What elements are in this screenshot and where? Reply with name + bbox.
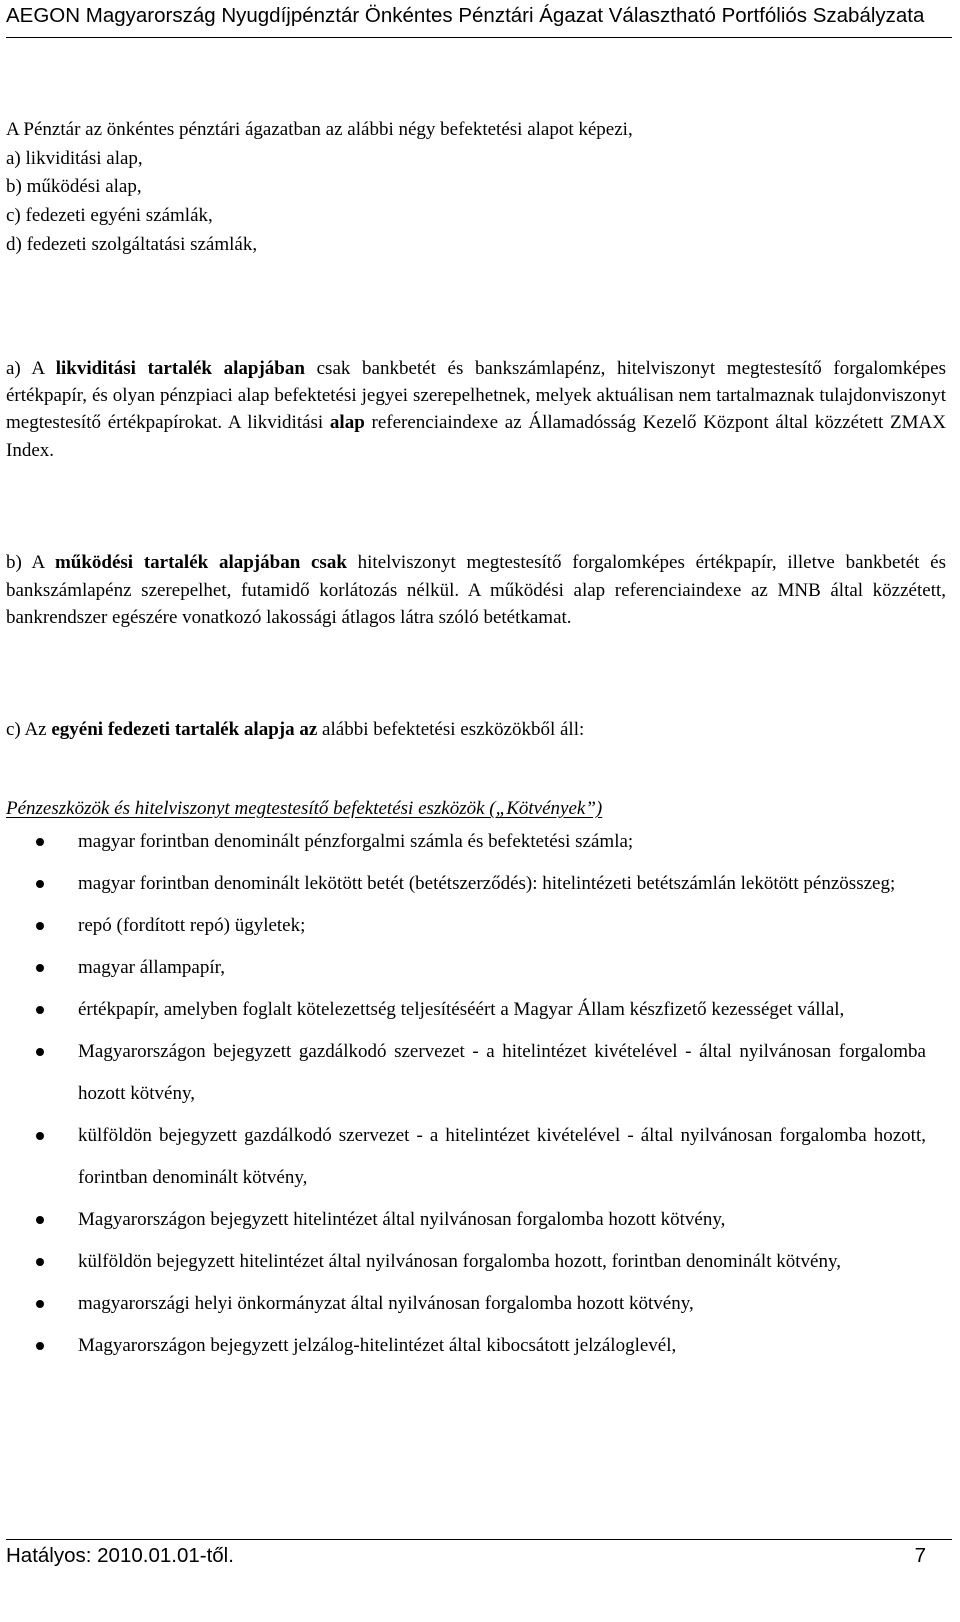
list-item-text: magyarországi helyi önkormányzat által nyilvánosan forgalomba hozott kötvény, (78, 1293, 694, 1314)
list-item (0, 1199, 926, 1241)
list-item (0, 821, 926, 863)
intro-item: b) működési alap, (6, 176, 142, 198)
effective-date: Hatályos: 2010.01.01-től. (6, 1544, 234, 1567)
bullet-icon (36, 838, 44, 846)
list-item (0, 1031, 926, 1115)
list-item-text: repó (fordított repó) ügyletek; (78, 915, 306, 936)
bullet-icon (36, 922, 44, 930)
para-a-text: csak bankbetét és bankszámlapénz, hitelviszonyt megtestesítő forgalomképes értékpapír, és olyan pénzpiaci alap befektetési jegyei szerepelhetnek, melyek aktuálisan nem tartalmaznak tulajdonviszonyt megtestesítő értékpapírokat. A likviditási (6, 358, 946, 434)
para-b-bold-term: működési tartalék alapjában csak (54, 552, 347, 573)
paragraph-liquidity-fund (6, 355, 946, 464)
para-b-prefix: b) A (6, 552, 55, 573)
asset-bullet-list (0, 821, 960, 1367)
header-divider (6, 37, 952, 38)
list-item (0, 1325, 926, 1367)
para-a-bold-term: likviditási tartalék alapjában (55, 358, 305, 379)
bullet-icon (36, 1132, 44, 1140)
bullet-icon (36, 880, 44, 888)
paragraph-individual-fund (6, 716, 946, 743)
list-item-text: magyar forintban denominált lekötött betét (betétszerződés): hitelintézeti betétszámlán lekötött pénzösszeg; (78, 873, 896, 894)
bullet-icon (36, 1216, 44, 1224)
list-item-text: külföldön bejegyzett hitelintézet által nyilvánosan forgalomba hozott, forintban denominált kötvény, (78, 1251, 841, 1272)
intro-item: d) fedezeti szolgáltatási számlák, (6, 233, 258, 255)
list-item-text: értékpapír, amelyben foglalt kötelezettség teljesítéséért a Magyar Állam készfizető kezességet vállal, (78, 999, 845, 1020)
bullet-icon (36, 1048, 44, 1056)
intro-section (6, 116, 946, 260)
list-item-text: magyar állampapír, (78, 957, 225, 978)
asset-list-title: Pénzeszközök és hitelviszonyt megtestesítő befektetési eszközök („Kötvények”) (6, 798, 603, 819)
list-item (0, 989, 926, 1031)
para-c-prefix: c) Az (6, 719, 52, 740)
para-a-prefix: a) A (6, 358, 56, 379)
list-item-text: külföldön bejegyzett gazdálkodó szervezet - a hitelintézet kivételével - által nyilvánosan forgalomba hozott, forintban denominált kötvény, (78, 1125, 926, 1188)
footer-divider (6, 1539, 952, 1540)
intro-lead: A Pénztár az önkéntes pénztári ágazatban az alábbi négy befektetési alapot képezi, (6, 119, 633, 140)
paragraph-operating-fund (6, 549, 946, 632)
list-item (0, 1241, 926, 1283)
list-item (0, 1283, 926, 1325)
list-item (0, 947, 926, 989)
list-item (0, 905, 926, 947)
bullet-icon (36, 1300, 44, 1308)
bullet-icon (36, 964, 44, 972)
bullet-icon (36, 1006, 44, 1014)
para-c-text: alábbi befektetési eszközökből áll: (317, 719, 585, 740)
list-item (0, 863, 926, 905)
para-a-text-end: referenciaindexe az Államadósság Kezelő Központ által közzétett ZMAX Index. (6, 412, 946, 461)
list-item-text: magyar forintban denominált pénzforgalmi számla és befektetési számla; (78, 831, 634, 852)
para-a-bold-alap: alap (329, 412, 365, 434)
intro-item: a) likviditási alap, (6, 147, 143, 169)
para-c-bold-term: egyéni fedezeti tartalék alapja az (51, 719, 318, 740)
list-item-text: Magyarországon bejegyzett gazdálkodó szervezet - a hitelintézet kivételével - által nyilvánosan forgalomba hozott kötvény, (78, 1041, 926, 1104)
page-number: 7 (914, 1544, 926, 1567)
bullet-icon (36, 1258, 44, 1266)
list-item-text: Magyarországon bejegyzett hitelintézet által nyilvánosan forgalomba hozott kötvény, (78, 1209, 726, 1230)
list-item-text: Magyarországon bejegyzett jelzálog-hitelintézet által kibocsátott jelzáloglevél, (78, 1335, 677, 1356)
intro-item: c) fedezeti egyéni számlák, (6, 205, 213, 227)
list-item (0, 1115, 926, 1199)
page-header: AEGON Magyarország Nyugdíjpénztár Önkéntes Pénztári Ágazat Választható Portfóliós Szabályzata (6, 4, 925, 27)
para-b-text: hitelviszonyt megtestesítő forgalomképes értékpapír, illetve bankbetét és bankszámlapénz szerepelhet, futamidő korlátozás nélkül. A működési alap referenciaindexe az MNB által közzétett, bankrendszer egészére vonatkozó lakossági átlagos látra szóló betétkamat. (6, 552, 947, 629)
bullet-icon (36, 1342, 44, 1350)
